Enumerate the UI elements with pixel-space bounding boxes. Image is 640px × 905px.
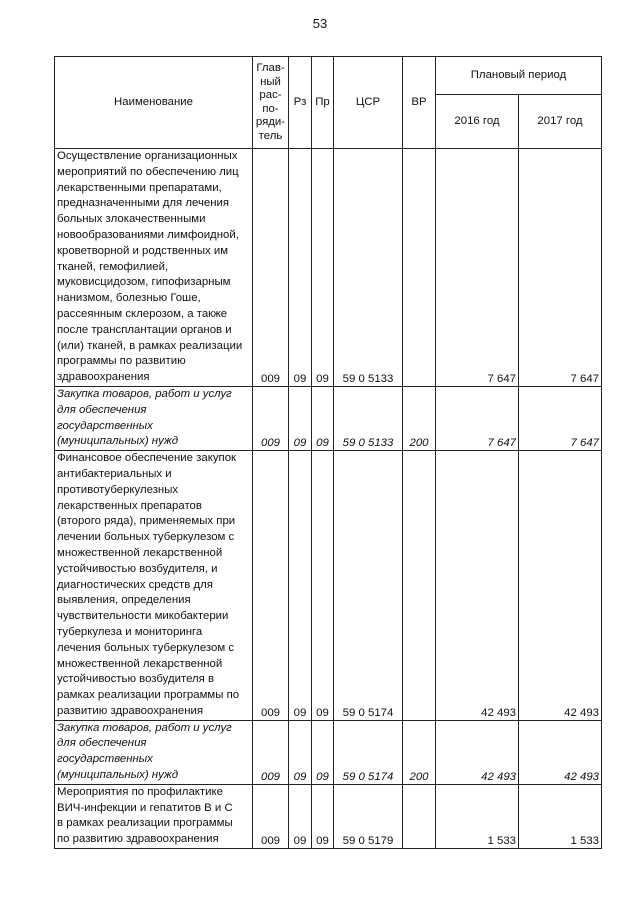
row-name-line: лекарственными препаратами, [57,181,222,194]
row-name-line: диагностических средств для [57,578,213,591]
row-name-line: Осуществление организационных [57,150,238,162]
row-name [55,784,253,848]
header-glav-line: ный [260,75,281,88]
rz-code: 09 [289,451,312,721]
glav-code: 009 [253,149,289,387]
row-name-line: Закупка товаров, работ и услуг [57,721,232,734]
value-2017: 7 647 [519,386,602,450]
page-number: 53 [312,16,328,31]
table-body [55,149,602,849]
row-name-line: развитию здравоохранения [57,704,204,717]
vr-code [403,451,436,721]
glav-code: 009 [253,784,289,848]
row-name-line: мероприятий по обеспечению лиц [57,165,239,178]
row-name-line: ВИЧ-инфекции и гепатитов В и С [57,801,233,814]
row-name [55,386,253,450]
row-name [55,451,253,721]
csr-code: 59 0 5174 [334,720,403,784]
row-name [55,149,253,387]
header-glav-line: рас- [259,89,282,101]
row-name-line: лечении больных туберкулезом с [57,531,235,544]
table-row [55,149,602,387]
vr-code: 200 [403,386,436,450]
row-name-line: множественной лекарственной [57,657,223,670]
table-row [55,386,602,450]
row-name-line: множественной лекарственной [57,546,223,559]
table-row [55,720,602,784]
row-name-line: рамках реализации программы по [57,689,240,702]
rz-code: 09 [289,784,312,848]
rz-code: 09 [289,720,312,784]
row-name-line: больных злокачественными [57,213,206,226]
value-2016: 1 533 [436,784,519,848]
value-2017: 7 647 [519,149,602,387]
row-name-line: (или) тканей, в рамках реализации [57,339,243,352]
header-glav-line: ряди- [255,116,286,128]
value-2017: 1 533 [519,784,602,848]
vr-code [403,149,436,387]
header-name: Наименование [55,57,253,149]
header-year-2016: 2016 год [436,95,519,149]
row-name-line: государственных [57,753,153,766]
budget-table [54,56,602,849]
row-name-line: новообразованиями лимфоидной, [57,228,239,241]
table-row [55,451,602,721]
row-name-line: туберкулеза и мониторинга [57,625,203,638]
glav-code: 009 [253,451,289,721]
value-2016: 7 647 [436,149,519,387]
row-name-line: муковисцидозом, гипофизарным [57,276,231,289]
pr-code: 09 [312,784,334,848]
header-glav [253,57,289,149]
vr-code [403,784,436,848]
row-name-line: лекарственных препаратов [57,499,202,512]
value-2016: 7 647 [436,386,519,450]
table-header [55,57,602,149]
row-name-line: Мероприятия по профилактике [57,785,223,798]
header-planned-period: Плановый период [436,57,602,95]
glav-code: 009 [253,720,289,784]
row-name-line: рассеянным склерозом, а также [57,307,228,320]
header-pr: Пр [312,57,334,149]
header-glav-line: тель [258,129,283,142]
pr-code: 09 [312,451,334,721]
header-year-2017: 2017 год [519,95,602,149]
row-name-line: по развитию здравоохранения [57,833,219,846]
row-name-line: тканей, гемофилией, [57,260,169,273]
row-name-line: кроветворной и родственных им [57,244,229,257]
row-name-line: противотуберкулезных [57,483,179,496]
csr-code: 59 0 5133 [334,149,403,387]
row-name-line: (второго ряда), применяемых при [57,515,236,528]
row-name-line: нанизмом, болезнью Гоше, [57,292,201,305]
header-csr: ЦСР [334,57,403,149]
vr-code: 200 [403,720,436,784]
rz-code: 09 [289,386,312,450]
row-name-line: лечения больных туберкулезом с [57,641,235,654]
header-glav-line: по- [262,102,279,115]
value-2016: 42 493 [436,451,519,721]
row-name-line: государственных [57,419,153,432]
row-name-line: после трансплантации органов и [57,323,232,336]
glav-code: 009 [253,386,289,450]
header-vr: ВР [403,57,436,149]
header-glav-line: Глав- [256,62,285,74]
row-name-line: выявления, определения [57,594,191,607]
rz-code: 09 [289,149,312,387]
row-name-line: устойчивостью возбудителя в [57,673,215,686]
row-name [55,720,253,784]
row-name-line: чувствительности микобактерии [57,610,229,623]
csr-code: 59 0 5174 [334,451,403,721]
row-name-line: здравоохранения [57,371,150,384]
value-2017: 42 493 [519,451,602,721]
row-name-line: (муниципальных) нужд [57,435,179,448]
value-2016: 42 493 [436,720,519,784]
value-2017: 42 493 [519,720,602,784]
row-name-line: для обеспечения [57,403,147,416]
pr-code: 09 [312,720,334,784]
row-name-line: Закупка товаров, работ и услуг [57,387,232,400]
row-name-line: Финансовое обеспечение закупок [57,452,237,465]
row-name-line: антибактериальных и [57,467,172,480]
csr-code: 59 0 5179 [334,784,403,848]
row-name-line: предназначенными для лечения [57,197,230,210]
pr-code: 09 [312,149,334,387]
header-rz: Рз [289,57,312,149]
row-name-line: для обеспечения [57,737,147,750]
csr-code: 59 0 5133 [334,386,403,450]
pr-code: 09 [312,386,334,450]
row-name-line: (муниципальных) нужд [57,769,179,782]
row-name-line: устойчивостью возбудителя, и [57,562,218,575]
table-row [55,784,602,848]
row-name-line: программы по развитию [57,355,186,368]
row-name-line: в рамках реализации программы [57,817,233,830]
